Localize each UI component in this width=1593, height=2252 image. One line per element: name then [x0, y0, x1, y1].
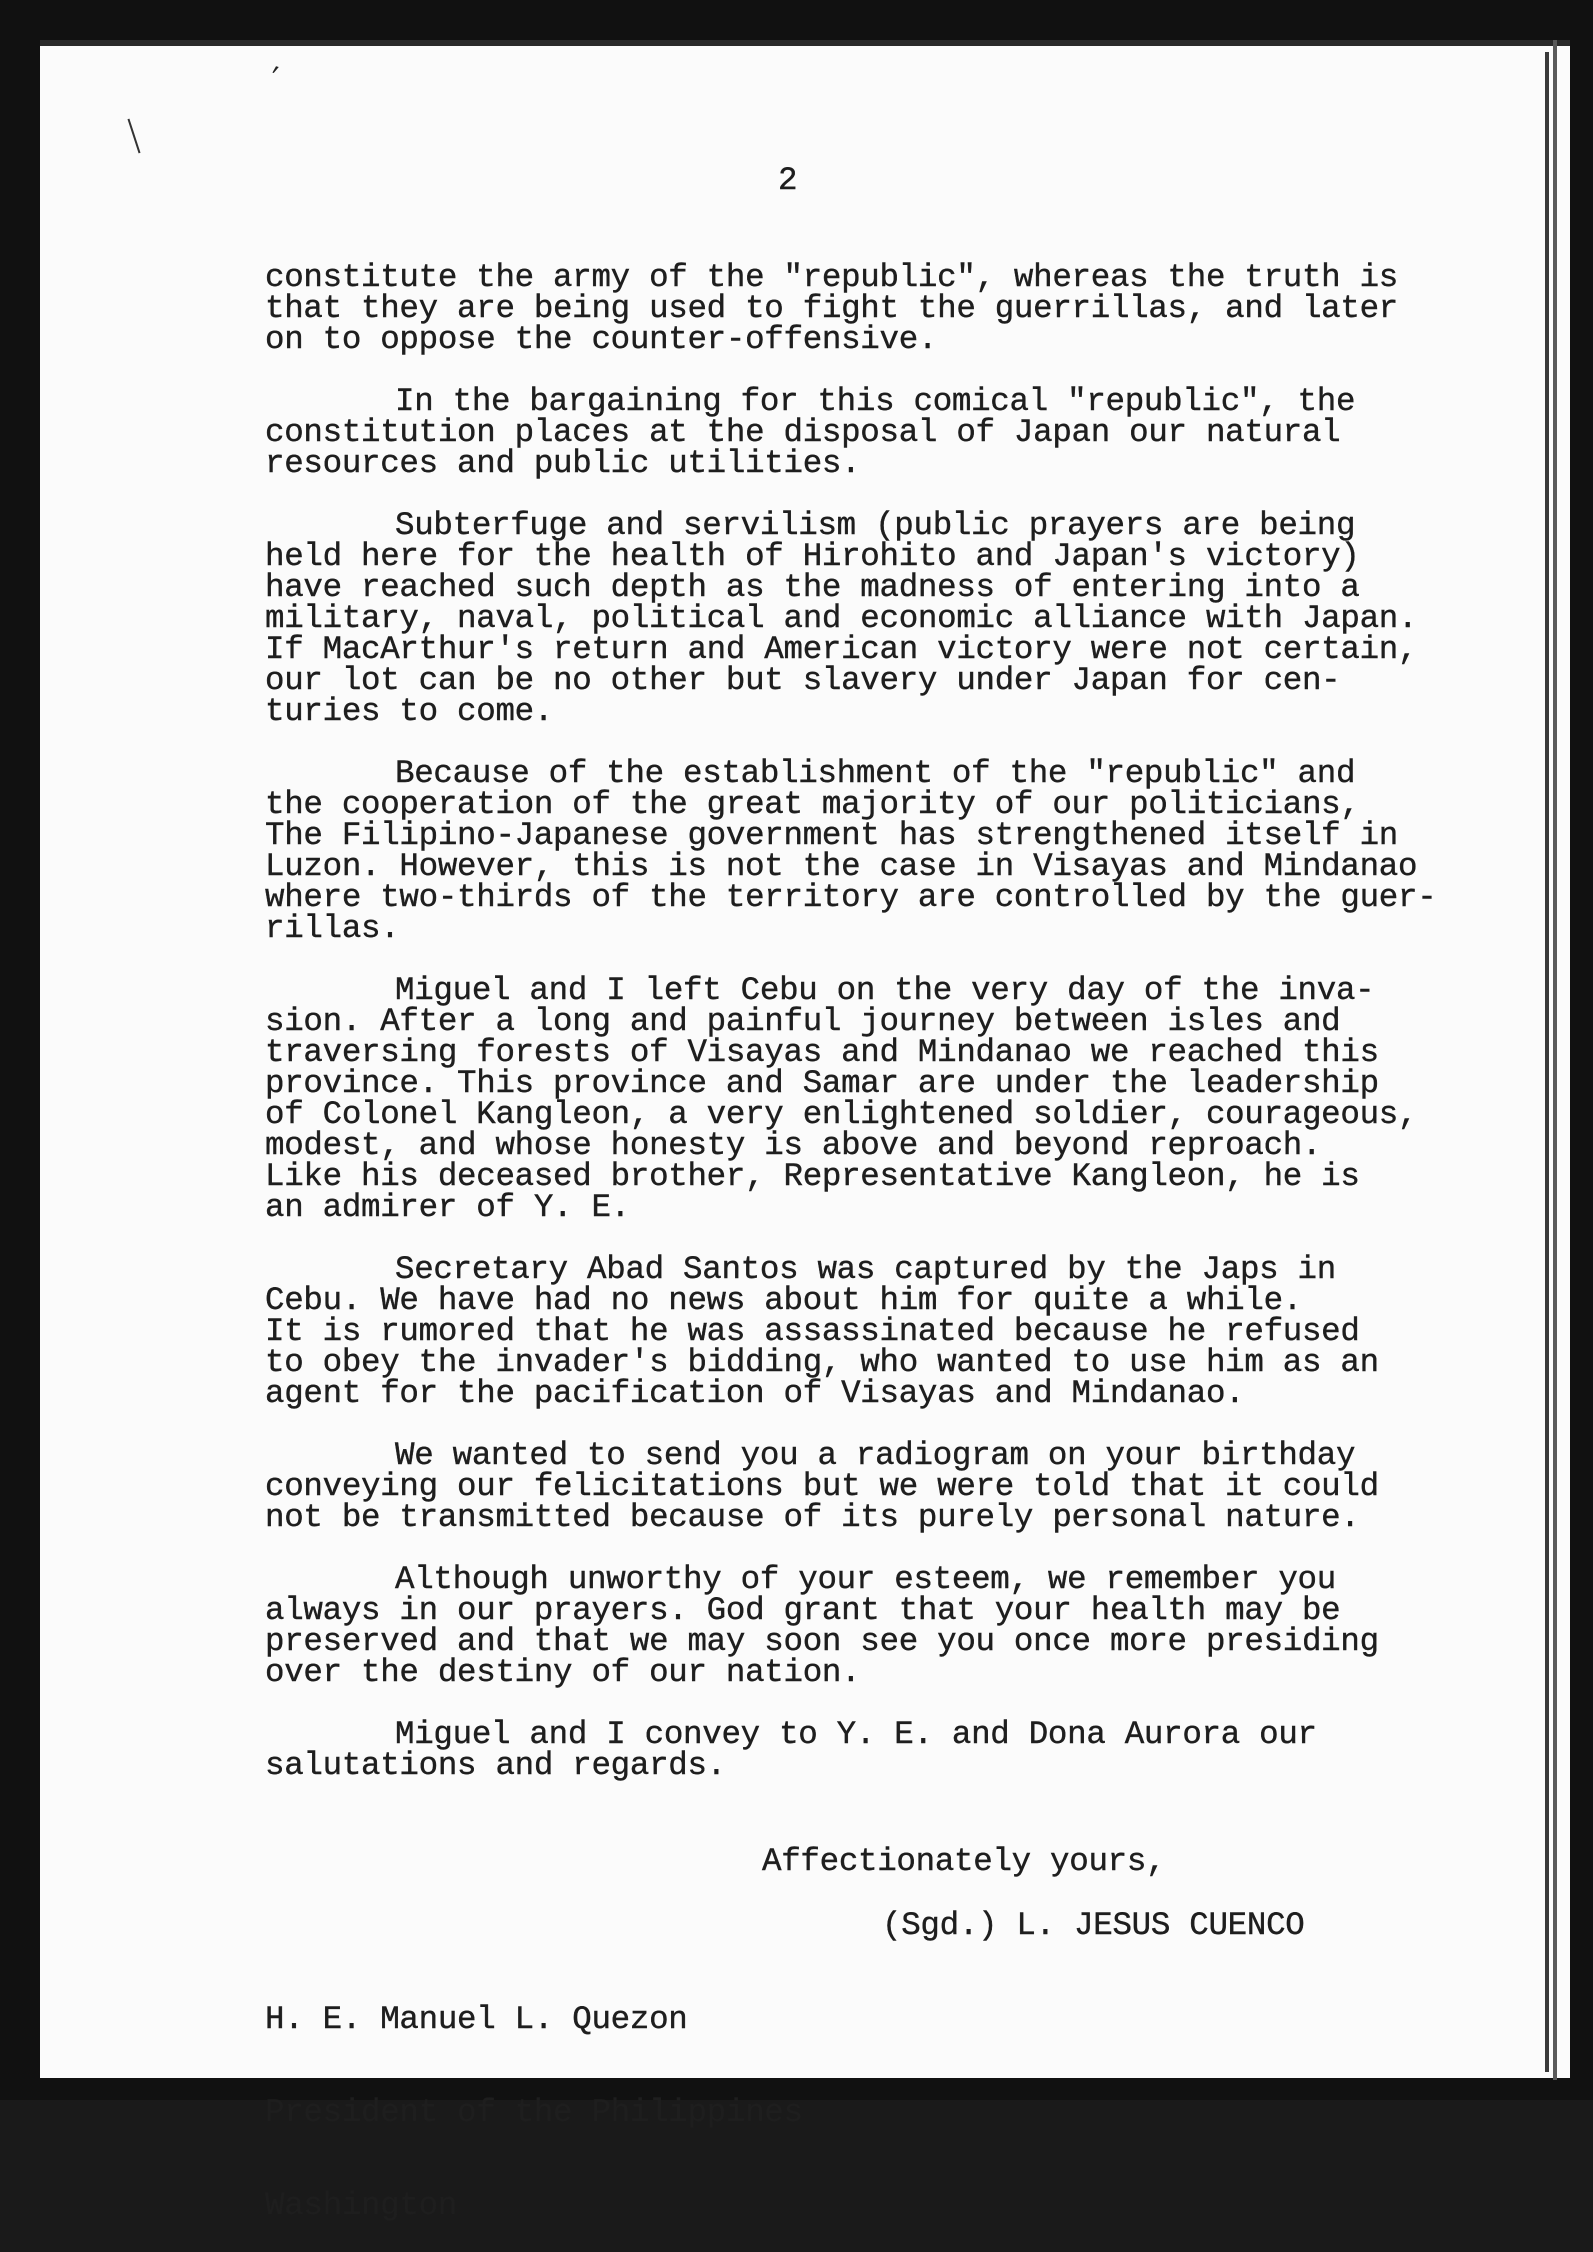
text-line: the cooperation of the great majority of our politicians, [265, 786, 1360, 823]
scan-border-left [0, 0, 40, 2100]
text-line: modest, and whose honesty is above and beyond reproach. [265, 1127, 1322, 1164]
page-number: 2 [778, 162, 798, 199]
text-line: Secretary Abad Santos was captured by the Japs in [395, 1251, 1336, 1288]
text-line: Miguel and I left Cebu on the very day of the inva- [395, 972, 1375, 1009]
address-line: H. E. Manuel L. Quezon [265, 2001, 688, 2038]
closing-salutation: Affectionately yours, [762, 1843, 1166, 1880]
text-line: held here for the health of Hirohito and Japan's victory) [265, 538, 1360, 575]
letter-body [265, 259, 1437, 1812]
text-line: turies to come. [265, 693, 554, 730]
text-line: Luzon. However, this is not the case in Visayas and Mindanao [265, 848, 1418, 885]
text-line: Cebu. We have had no news about him for quite a while. [265, 1282, 1302, 1319]
text-line: Like his deceased brother, Representative Kangleon, he is [265, 1158, 1360, 1195]
recipient-address [265, 1942, 803, 2252]
text-line: salutations and regards. [265, 1747, 726, 1784]
paragraph [265, 1437, 1436, 1536]
text-line: If MacArthur's return and American victory were not certain, [265, 631, 1418, 668]
text-line: Miguel and I convey to Y. E. and Dona Aurora our [395, 1716, 1317, 1753]
paragraph [265, 259, 1436, 358]
text-line: an admirer of Y. E. [265, 1189, 630, 1226]
text-line: Although unworthy of your esteem, we remember you [395, 1561, 1336, 1598]
text-line: preserved and that we may soon see you once more presiding [265, 1623, 1379, 1660]
signature-line: (Sgd.) L. JESUS CUENCO [882, 1907, 1305, 1944]
address-line: Washington [265, 2187, 458, 2224]
text-line: always in our prayers. God grant that your health may be [265, 1592, 1341, 1629]
text-line: sion. After a long and painful journey between isles and [265, 1003, 1341, 1040]
text-line: Subterfuge and servilism (public prayers are being [395, 507, 1356, 544]
paragraph [265, 1251, 1436, 1412]
text-line: The Filipino-Japanese government has strengthened itself in [265, 817, 1398, 854]
text-line: It is rumored that he was assassinated because he refused [265, 1313, 1360, 1350]
page-edge-shadow [1545, 52, 1549, 2072]
text-line: not be transmitted because of its purely personal nature. [265, 1499, 1360, 1536]
text-line: where two-thirds of the territory are controlled by the guer- [265, 879, 1437, 916]
paragraph [265, 1561, 1436, 1691]
text-line: on to oppose the counter-offensive. [265, 321, 938, 358]
text-line: of Colonel Kangleon, a very enlightened soldier, courageous, [265, 1096, 1418, 1133]
paragraph [265, 1716, 1436, 1784]
text-line: traversing forests of Visayas and Mindanao we reached this [265, 1034, 1379, 1071]
text-line: our lot can be no other but slavery under Japan for cen- [265, 662, 1341, 699]
text-line: constitute the army of the "republic", whereas the truth is [265, 259, 1398, 296]
text-line: rillas. [265, 910, 400, 947]
page-edge-shadow-outer [1553, 40, 1557, 2080]
text-line: that they are being used to fight the guerrillas, and later [265, 290, 1398, 327]
text-line: resources and public utilities. [265, 445, 861, 482]
text-line: military, naval, political and economic alliance with Japan. [265, 600, 1418, 637]
text-line: province. This province and Samar are under the leadership [265, 1065, 1379, 1102]
paragraph [265, 755, 1437, 947]
text-line: have reached such depth as the madness of entering into a [265, 569, 1360, 606]
text-line: constitution places at the disposal of Japan our natural [265, 414, 1341, 451]
text-line: Because of the establishment of the "republic" and [395, 755, 1356, 792]
paragraph [265, 972, 1436, 1226]
text-line: agent for the pacification of Visayas and Mindanao. [265, 1375, 1245, 1412]
paragraph [265, 383, 1436, 482]
address-line: President of the Philippines [265, 2094, 803, 2131]
text-line: over the destiny of our nation. [265, 1654, 861, 1691]
stray-mark: , [268, 50, 289, 79]
text-line: conveying our felicitations but we were told that it could [265, 1468, 1379, 1505]
text-line: to obey the invader's bidding, who wanted to use him as an [265, 1344, 1379, 1381]
text-line: In the bargaining for this comical "republic", the [395, 383, 1356, 420]
paragraph [265, 507, 1436, 730]
text-line: We wanted to send you a radiogram on your birthday [395, 1437, 1356, 1474]
